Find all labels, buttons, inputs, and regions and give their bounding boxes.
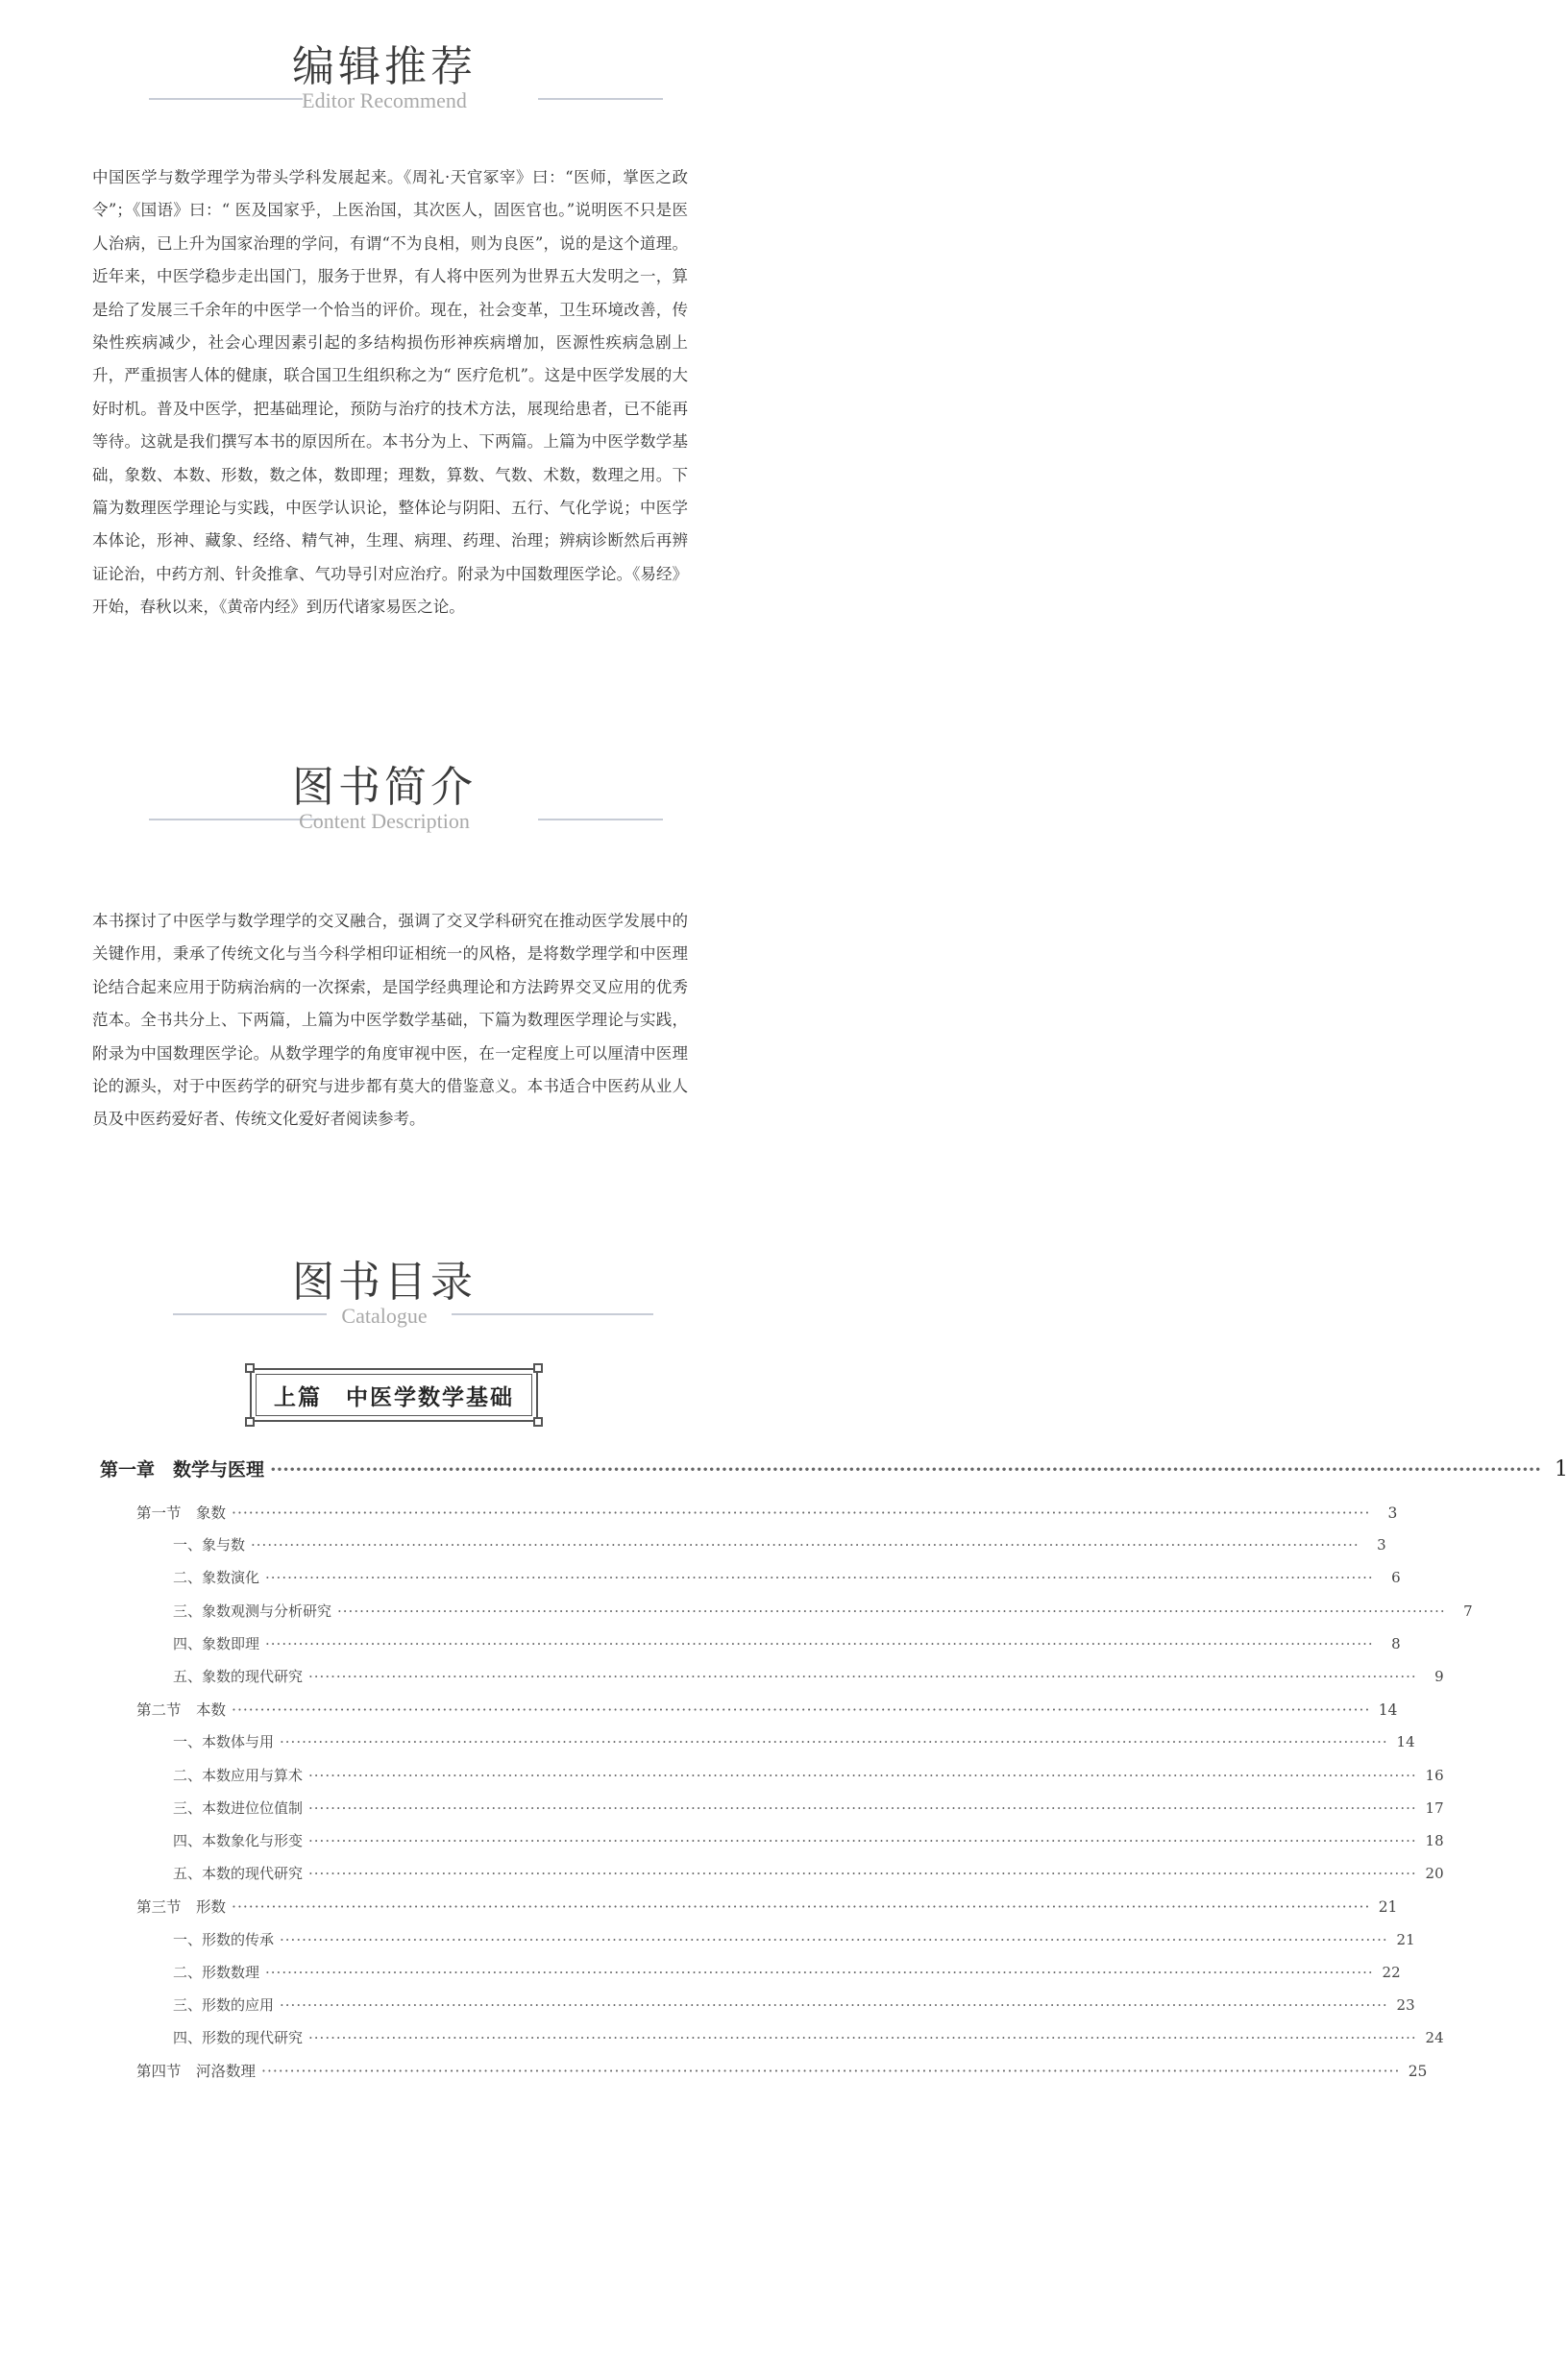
toc-item-row[interactable] (173, 1798, 1444, 1818)
toc-dot-leader: ········································································································································································································ (265, 1569, 1374, 1587)
toc-page-number: 21 (1378, 1898, 1398, 1917)
toc-page-number: 25 (1408, 2063, 1428, 2081)
toc-entry-title: 三、本数进位位值制 (173, 1798, 304, 1817)
toc-section-row[interactable] (136, 1896, 1398, 1917)
toc-page-number: 20 (1425, 1865, 1444, 1883)
part-title-box (250, 1368, 538, 1422)
toc-section-row[interactable] (136, 1699, 1398, 1720)
toc-entry-title: 四、本数象化与形变 (173, 1832, 304, 1849)
frame-corner (245, 1363, 255, 1373)
toc-dot-leader: ········································································································································································································ (308, 1832, 1417, 1849)
toc-page-number: 23 (1396, 1996, 1415, 2014)
toc-page-number: 3 (1377, 1536, 1386, 1554)
toc-item-row[interactable] (173, 1830, 1444, 1850)
toc-page-number: 24 (1425, 2029, 1444, 2047)
toc-dot-leader: ········································································································································································································ (265, 1963, 1374, 1981)
toc-page-number: 22 (1382, 1963, 1401, 1981)
toc-page-number: 6 (1391, 1569, 1401, 1587)
toc-page-number: 14 (1378, 1701, 1398, 1720)
toc-dot-leader: ········································································································································································································ (265, 1634, 1374, 1652)
toc-entry-title: 第一节 象数 (136, 1505, 227, 1522)
frame-corner (533, 1363, 543, 1373)
toc-item-row[interactable] (173, 1534, 1386, 1554)
content-description-text: 本书探讨了中医学与数学理学的交叉融合，强调了交叉学科研究在推动医学发展中的关键作用，秉承了传统文化与当今科学相印证相统一的风格，是将数学理学和中医理论结合起来应用于防病治病的一次探索，是国学经典理论和方法跨界交叉应用的优秀范本。全书共分上、下两篇，上篇为中医学数学基础，下篇为数理医学理论与实践，附录为中国数理医学论。从数学理学的角度审视中医，在一定程度上可以厘清中医理论的源头，对于中医药学的研究与进步都有莫大的借鉴意义。本书适合中医药从业人员及中医药爱好者、传统文化爱好者阅读参考。 (92, 912, 688, 1129)
toc-entry-title: 一、本数体与用 (173, 1733, 275, 1751)
toc-section-row[interactable] (136, 1502, 1398, 1523)
catalogue-subtitle: Catalogue (341, 1304, 428, 1328)
toc-chapter-row[interactable] (100, 1456, 1568, 1481)
toc-item-row[interactable] (173, 1567, 1401, 1587)
toc-entry-title: 一、象与数 (173, 1536, 246, 1554)
toc-dot-leader: ········································································································································································································ (308, 1865, 1417, 1883)
toc-item-row[interactable] (173, 1765, 1444, 1785)
toc-entry-title: 四、象数即理 (173, 1634, 260, 1652)
part-title: 上篇 中医学数学基础 (274, 1384, 514, 1410)
editor-recommend-title: 编辑推荐 (292, 42, 477, 91)
toc-item-row[interactable] (173, 1994, 1415, 2015)
toc-page-number: 16 (1425, 1766, 1444, 1784)
toc-entry-title: 二、象数演化 (173, 1569, 260, 1587)
editor-recommend-header (0, 38, 769, 125)
toc-item-row[interactable] (173, 1633, 1401, 1653)
content-description-title: 图书简介 (292, 763, 477, 812)
toc-entry-title: 第四节 河洛数理 (136, 2063, 257, 2081)
content-description-subtitle: Content Description (299, 809, 470, 833)
toc-item-row[interactable] (173, 1601, 1473, 1621)
toc-dot-leader: ········································································································································································································ (308, 1668, 1417, 1685)
toc-item-row[interactable] (173, 2027, 1444, 2047)
toc-entry-title: 二、本数应用与算术 (173, 1766, 304, 1784)
toc-entry-title: 第三节 形数 (136, 1898, 227, 1917)
toc-entry-title: 一、形数的传承 (173, 1930, 275, 1948)
toc-page-number: 17 (1425, 1798, 1444, 1817)
toc-entry-title: 三、象数观测与分析研究 (173, 1602, 332, 1620)
toc-entry-title: 第二节 本数 (136, 1701, 227, 1720)
catalogue-header (0, 1254, 769, 1340)
toc-dot-leader: ········································································································································································································ (280, 1930, 1388, 1948)
toc-dot-leader: ········································································································································································································ (308, 1766, 1417, 1784)
toc-dot-leader: ········································································································································································································ (280, 1733, 1388, 1751)
toc-page-number: 3 (1387, 1505, 1398, 1522)
toc-dot-leader: ········································································································································································································ (308, 2029, 1417, 2047)
toc-item-row[interactable] (173, 1929, 1415, 1949)
toc-item-row[interactable] (173, 1666, 1444, 1686)
toc-page-number: 18 (1425, 1832, 1444, 1849)
toc-entry-title: 四、形数的现代研究 (173, 2029, 304, 2047)
toc-entry-title: 五、象数的现代研究 (173, 1668, 304, 1685)
catalogue-title: 图书目录 (292, 1258, 477, 1307)
toc-dot-leader: ········································································································································································································ (261, 2063, 1401, 2081)
toc-dot-leader: ········································································································································································································ (270, 1459, 1541, 1480)
toc-dot-leader: ········································································································································································································ (280, 1996, 1388, 2014)
toc-entry-title: 第一章 数学与医理 (100, 1459, 265, 1480)
toc-item-row[interactable] (173, 1731, 1415, 1751)
toc-page-number: 1 (1554, 1457, 1568, 1481)
toc-page-number: 21 (1396, 1930, 1415, 1948)
toc-dot-leader: ········································································································································································································ (232, 1505, 1371, 1522)
toc-entry-title: 二、形数数理 (173, 1963, 260, 1981)
toc-page-number: 9 (1434, 1668, 1444, 1685)
toc-dot-leader: ········································································································································································································ (337, 1602, 1446, 1620)
content-description-header (0, 759, 769, 845)
toc-item-row[interactable] (173, 1863, 1444, 1883)
editor-recommend-subtitle: Editor Recommend (302, 88, 467, 112)
toc-item-row[interactable] (173, 1962, 1401, 1982)
toc-dot-leader: ········································································································································································································ (232, 1701, 1371, 1720)
toc-entry-title: 五、本数的现代研究 (173, 1865, 304, 1883)
toc-dot-leader: ········································································································································································································ (251, 1536, 1360, 1554)
toc-section-row[interactable] (136, 2060, 1428, 2081)
frame-corner (245, 1417, 255, 1427)
toc-entry-title: 三、形数的应用 (173, 1996, 275, 2014)
frame-corner (533, 1417, 543, 1427)
editor-recommend-text: 中国医学与数学理学为带头学科发展起来。《周礼·天官冢宰》曰：“医师，掌医之政令”；《国语》曰：“ 医及国家乎，上医治国，其次医人，固医官也。”说明医不只是医人治病，已上升为国家治理的学问，有谓“不为良相，则为良医”，说的是这个道理。近年来，中医学稳步走出国门，服务于世界，有人将中医列为世界五大发明之一，算是给了发展三千余年的中医学一个恰当的评价。现在，社会变革，卫生环境改善，传染性疾病减少，社会心理因素引起的多结构损伤形神疾病增加，医源性疾病急剧上升，严重损害人体的健康，联合国卫生组织称之为“ 医疗危机”。这是中医学发展的大好时机。普及中医学，把基础理论，预防与治疗的技术方法，展现给患者，已不能再等待。这就是我们撰写本书的原因所在。本书分为上、下两篇。上篇为中医学数学基础，象数、本数、形数，数之体，数即理；理数，算数、气数、术数，数理之用。下篇为数理医学理论与实践，中医学认识论，整体论与阴阳、五行、气化学说；中医学本体论，形神、藏象、经络、精气神，生理、病理、药理、治理；辨病诊断然后再辨证论治，中药方剂、针灸推拿、气功导引对应治疗。附录为中国数理医学论。《易经》开始，春秋以来，《黄帝内经》到历代诸家易医之论。 (92, 168, 688, 617)
toc-page-number: 7 (1463, 1602, 1473, 1620)
toc-page-number: 14 (1396, 1733, 1415, 1751)
toc-dot-leader: ········································································································································································································ (308, 1798, 1417, 1817)
toc-dot-leader: ········································································································································································································ (232, 1898, 1371, 1917)
toc-page-number: 8 (1391, 1634, 1401, 1652)
